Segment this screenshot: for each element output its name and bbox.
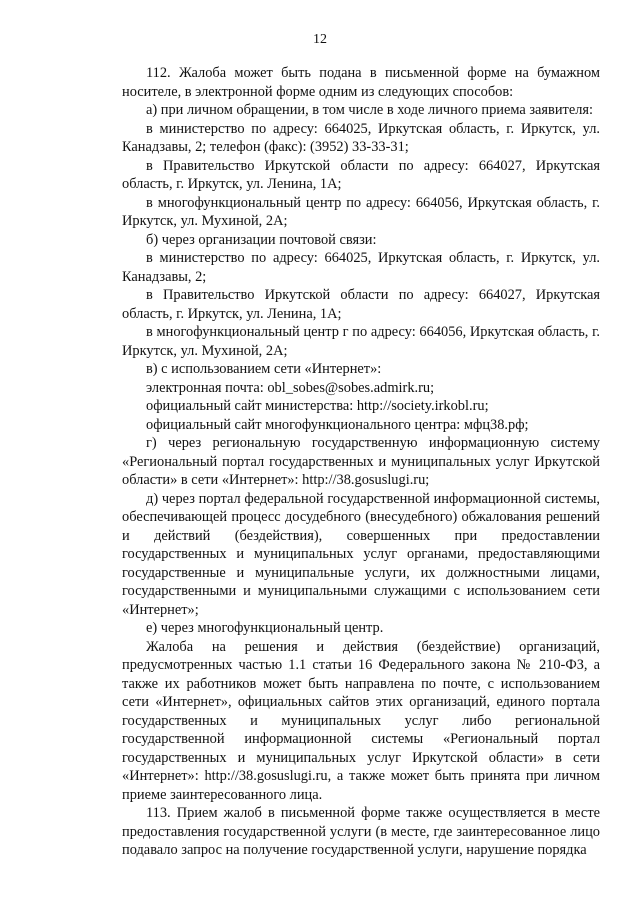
paragraph-ministry-address-postal: в министерство по адресу: 664025, Иркутская область, г. Иркутск, ул. Канадзавы, 2;	[122, 250, 600, 285]
paragraph-ministry-site: официальный сайт министерства: http://society.irkobl.ru;	[146, 398, 489, 414]
paragraph-mfc-site: официальный сайт многофункционального центра: мфц38.рф;	[146, 416, 529, 433]
page-number: 12	[313, 32, 327, 47]
paragraph-government-address-postal: в Правительство Иркутской области по адресу: 664027, Иркутская область, г. Иркутск, ул. Ленина, 1А;	[122, 287, 600, 322]
paragraph-mfc-address-postal: в многофункциональный центр г по адресу: 664056, Иркутская область, г. Иркутск, ул. Мухиной, 2А;	[122, 324, 600, 359]
paragraph-regional-portal: г) через региональную государственную информационную систему «Региональный портал государственных и муниципальных услуг Иркутской области» в сети «Интернет»: http://38.gosuslugi.ru;	[122, 435, 600, 488]
paragraph-postal: б) через организации почтовой связи:	[146, 231, 377, 248]
paragraph-personal-appeal: а) при личном обращении, в том числе в ходе личного приема заявителя:	[146, 102, 594, 118]
paragraph-mfc: е) через многофункциональный центр.	[146, 620, 384, 636]
document-body	[122, 64, 600, 860]
paragraph-organizations-complaint: Жалоба на решения и действия (бездействие) организаций, предусмотренных частью 1.1 статьи 16 Федерального закона № 210-ФЗ, а также их работников может быть направлена по почте, с использованием сети «Интернет», официальных сайтов этих организаций, единого портала государственных и муниципальных услуг либо региональной государственной информационной системы «Региональный портал государственных и муниципальных услуг Иркутской области» в сети «Интернет»: http://38.gosuslugi.ru, а также может быть принята при личном приеме заинтересованного лица.	[122, 638, 600, 803]
paragraph-112-intro: 112. Жалоба может быть подана в письменной форме на бумажном носителе, в электронной форме одним из следующих способов:	[122, 65, 600, 100]
paragraph-email: электронная почта: obl_sobes@sobes.admirk.ru;	[146, 379, 435, 396]
paragraph-federal-portal: д) через портал федеральной государственной информационной системы, обеспечивающей процесс досудебного (внесудебного) обжалования решений и действий (бездействия), совершенных при предоставлении государственных и муниципальных услуг органами, предоставляющими государственные и муниципальные услуги, их должностными лицами, государственными и муниципальными служащими с использованием сети «Интернет»;	[122, 490, 600, 618]
paragraph-internet: в) с использованием сети «Интернет»:	[146, 361, 382, 377]
paragraph-government-address-personal: в Правительство Иркутской области по адресу: 664027, Иркутская область, г. Иркутск, ул. Ленина, 1А;	[122, 157, 600, 192]
paragraph-mfc-address-personal: в многофункциональный центр по адресу: 664056, Иркутская область, г. Иркутск, ул. Мухиной, 2А;	[122, 194, 600, 229]
paragraph-ministry-address-personal: в министерство по адресу: 664025, Иркутская область, г. Иркутск, ул. Канадзавы, 2; телефон (факс): (3952) 33-33-31;	[122, 120, 600, 155]
paragraph-113: 113. Прием жалоб в письменной форме также осуществляется в месте предоставления государственной услуги (в месте, где заинтересованное лицо подавало запрос на получение государственной услуги, нарушение порядка	[122, 805, 600, 858]
